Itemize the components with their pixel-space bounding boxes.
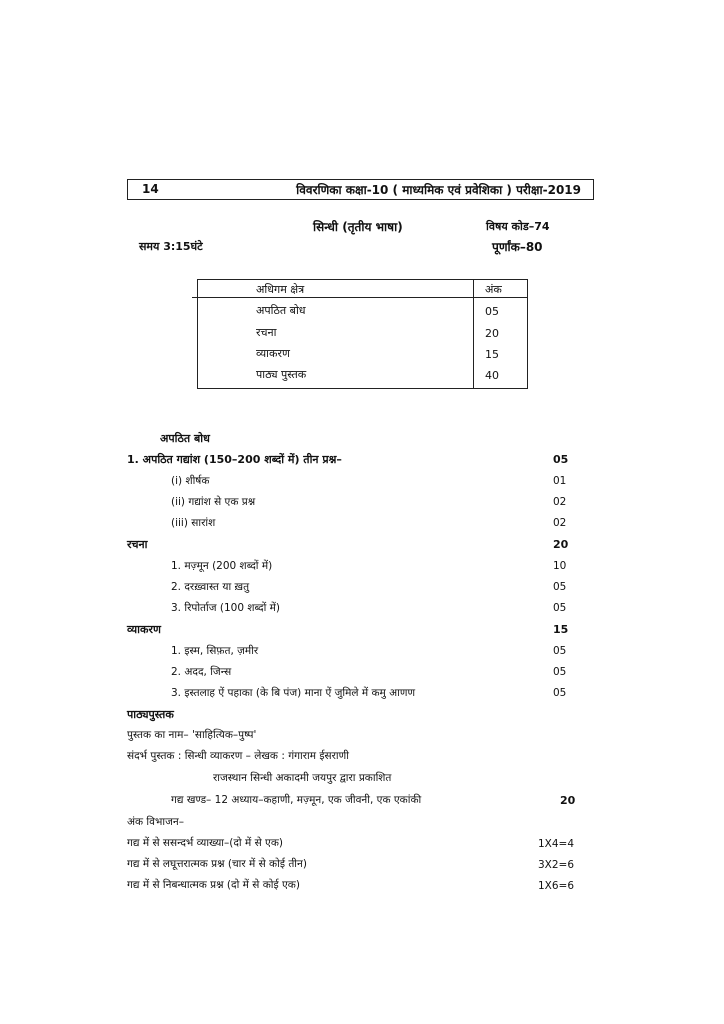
table-row-area: रचना <box>256 326 277 339</box>
list-item-marks: 02 <box>553 496 567 508</box>
list-item-marks: 05 <box>553 581 567 593</box>
list-item: गद्य में से ससन्दर्भ व्याख्या–(दो में से एक) <box>127 837 284 849</box>
table-column-divider <box>473 280 474 388</box>
marks-table <box>197 279 528 389</box>
list-item-marks: 1X4=4 <box>538 838 575 850</box>
question-1-label: 1. अपठित गद्यांश (150–200 शब्दों में) तीन प्रश्न– <box>127 453 342 466</box>
marks-division-heading: अंक विभाजन– <box>127 816 184 828</box>
list-item-marks: 3X2=6 <box>538 859 575 871</box>
table-row-area: पाठ्य पुस्तक <box>256 368 307 381</box>
question-1-marks: 05 <box>553 453 569 466</box>
list-item: 2. अदद, जिन्स <box>171 666 232 678</box>
list-item: (iii) सारांश <box>171 517 216 529</box>
list-item: (ii) गद्यांश से एक प्रश्न <box>171 496 256 508</box>
list-item-marks: 05 <box>553 602 567 614</box>
prose-section-marks: 20 <box>560 794 576 807</box>
list-item-marks: 01 <box>553 475 567 487</box>
list-item: गद्य में से निबन्धात्मक प्रश्न (दो में से कोई एक) <box>127 879 300 891</box>
composition-marks: 20 <box>553 538 569 551</box>
table-header-divider <box>192 297 527 298</box>
list-item: (i) शीर्षक <box>171 475 210 487</box>
table-row-marks: 20 <box>485 327 499 340</box>
section-heading-grammar: व्याकरण <box>127 623 161 636</box>
section-heading-unseen: अपठित बोध <box>160 432 210 445</box>
subject-code: विषय कोड–74 <box>486 220 550 233</box>
table-row-marks: 40 <box>485 369 499 382</box>
table-header-marks: अंक <box>485 283 502 296</box>
list-item: 3. इस्तलाह ऐं पहाका (के बि पंज) माना ऐं जुमिले में कमु आणण <box>171 687 416 699</box>
table-row-area: व्याकरण <box>256 347 290 360</box>
list-item: 3. रिपोर्ताज (100 शब्दों में) <box>171 602 281 614</box>
page-header <box>127 179 594 200</box>
publisher: राजस्थान सिन्धी अकादमी जयपुर द्वारा प्रकाशित <box>213 772 392 784</box>
table-row-marks: 15 <box>485 348 499 361</box>
reference-book: संदर्भ पुस्तक : सिन्धी व्याकरण – लेखक : गंगाराम ईसराणी <box>127 750 349 762</box>
prose-section-label: गद्य खण्ड– 12 अध्याय–कहाणी, मज़्मून, एक जीवनी, एक एकांकी <box>171 794 422 806</box>
list-item-marks: 05 <box>553 645 567 657</box>
list-item: 1. इस्म, सिफ़त, ज़मीर <box>171 645 259 657</box>
table-row-marks: 05 <box>485 305 499 318</box>
list-item-marks: 02 <box>553 517 567 529</box>
table-header-area: अधिगम क्षेत्र <box>256 283 305 296</box>
list-item-marks: 10 <box>553 560 567 572</box>
header-title: विवरणिका कक्षा-10 ( माध्यमिक एवं प्रवेशिका ) परीक्षा-2019 <box>296 183 581 197</box>
list-item-marks: 1X6=6 <box>538 880 575 892</box>
exam-time: समय 3:15घंटे <box>139 240 203 253</box>
grammar-marks: 15 <box>553 623 569 636</box>
section-heading-textbook: पाठ्यपुस्तक <box>127 708 174 721</box>
page-number: 14 <box>142 182 159 196</box>
list-item-marks: 05 <box>553 666 567 678</box>
list-item: 1. मज़्मून (200 शब्दों में) <box>171 560 273 572</box>
list-item: गद्य में से लघूत्तरात्मक प्रश्न (चार में से कोई तीन) <box>127 858 307 870</box>
section-heading-composition: रचना <box>127 538 148 551</box>
list-item-marks: 05 <box>553 687 567 699</box>
table-row-area: अपठित बोध <box>256 304 306 317</box>
subject-name: सिन्धी (तृतीय भाषा) <box>313 220 403 234</box>
book-name: पुस्तक का नाम– 'साहित्यिक–पुष्प' <box>127 729 257 741</box>
list-item: 2. दरख़्वास्त या ख़तु <box>171 581 250 593</box>
full-marks: पूर्णांक–80 <box>492 240 543 254</box>
